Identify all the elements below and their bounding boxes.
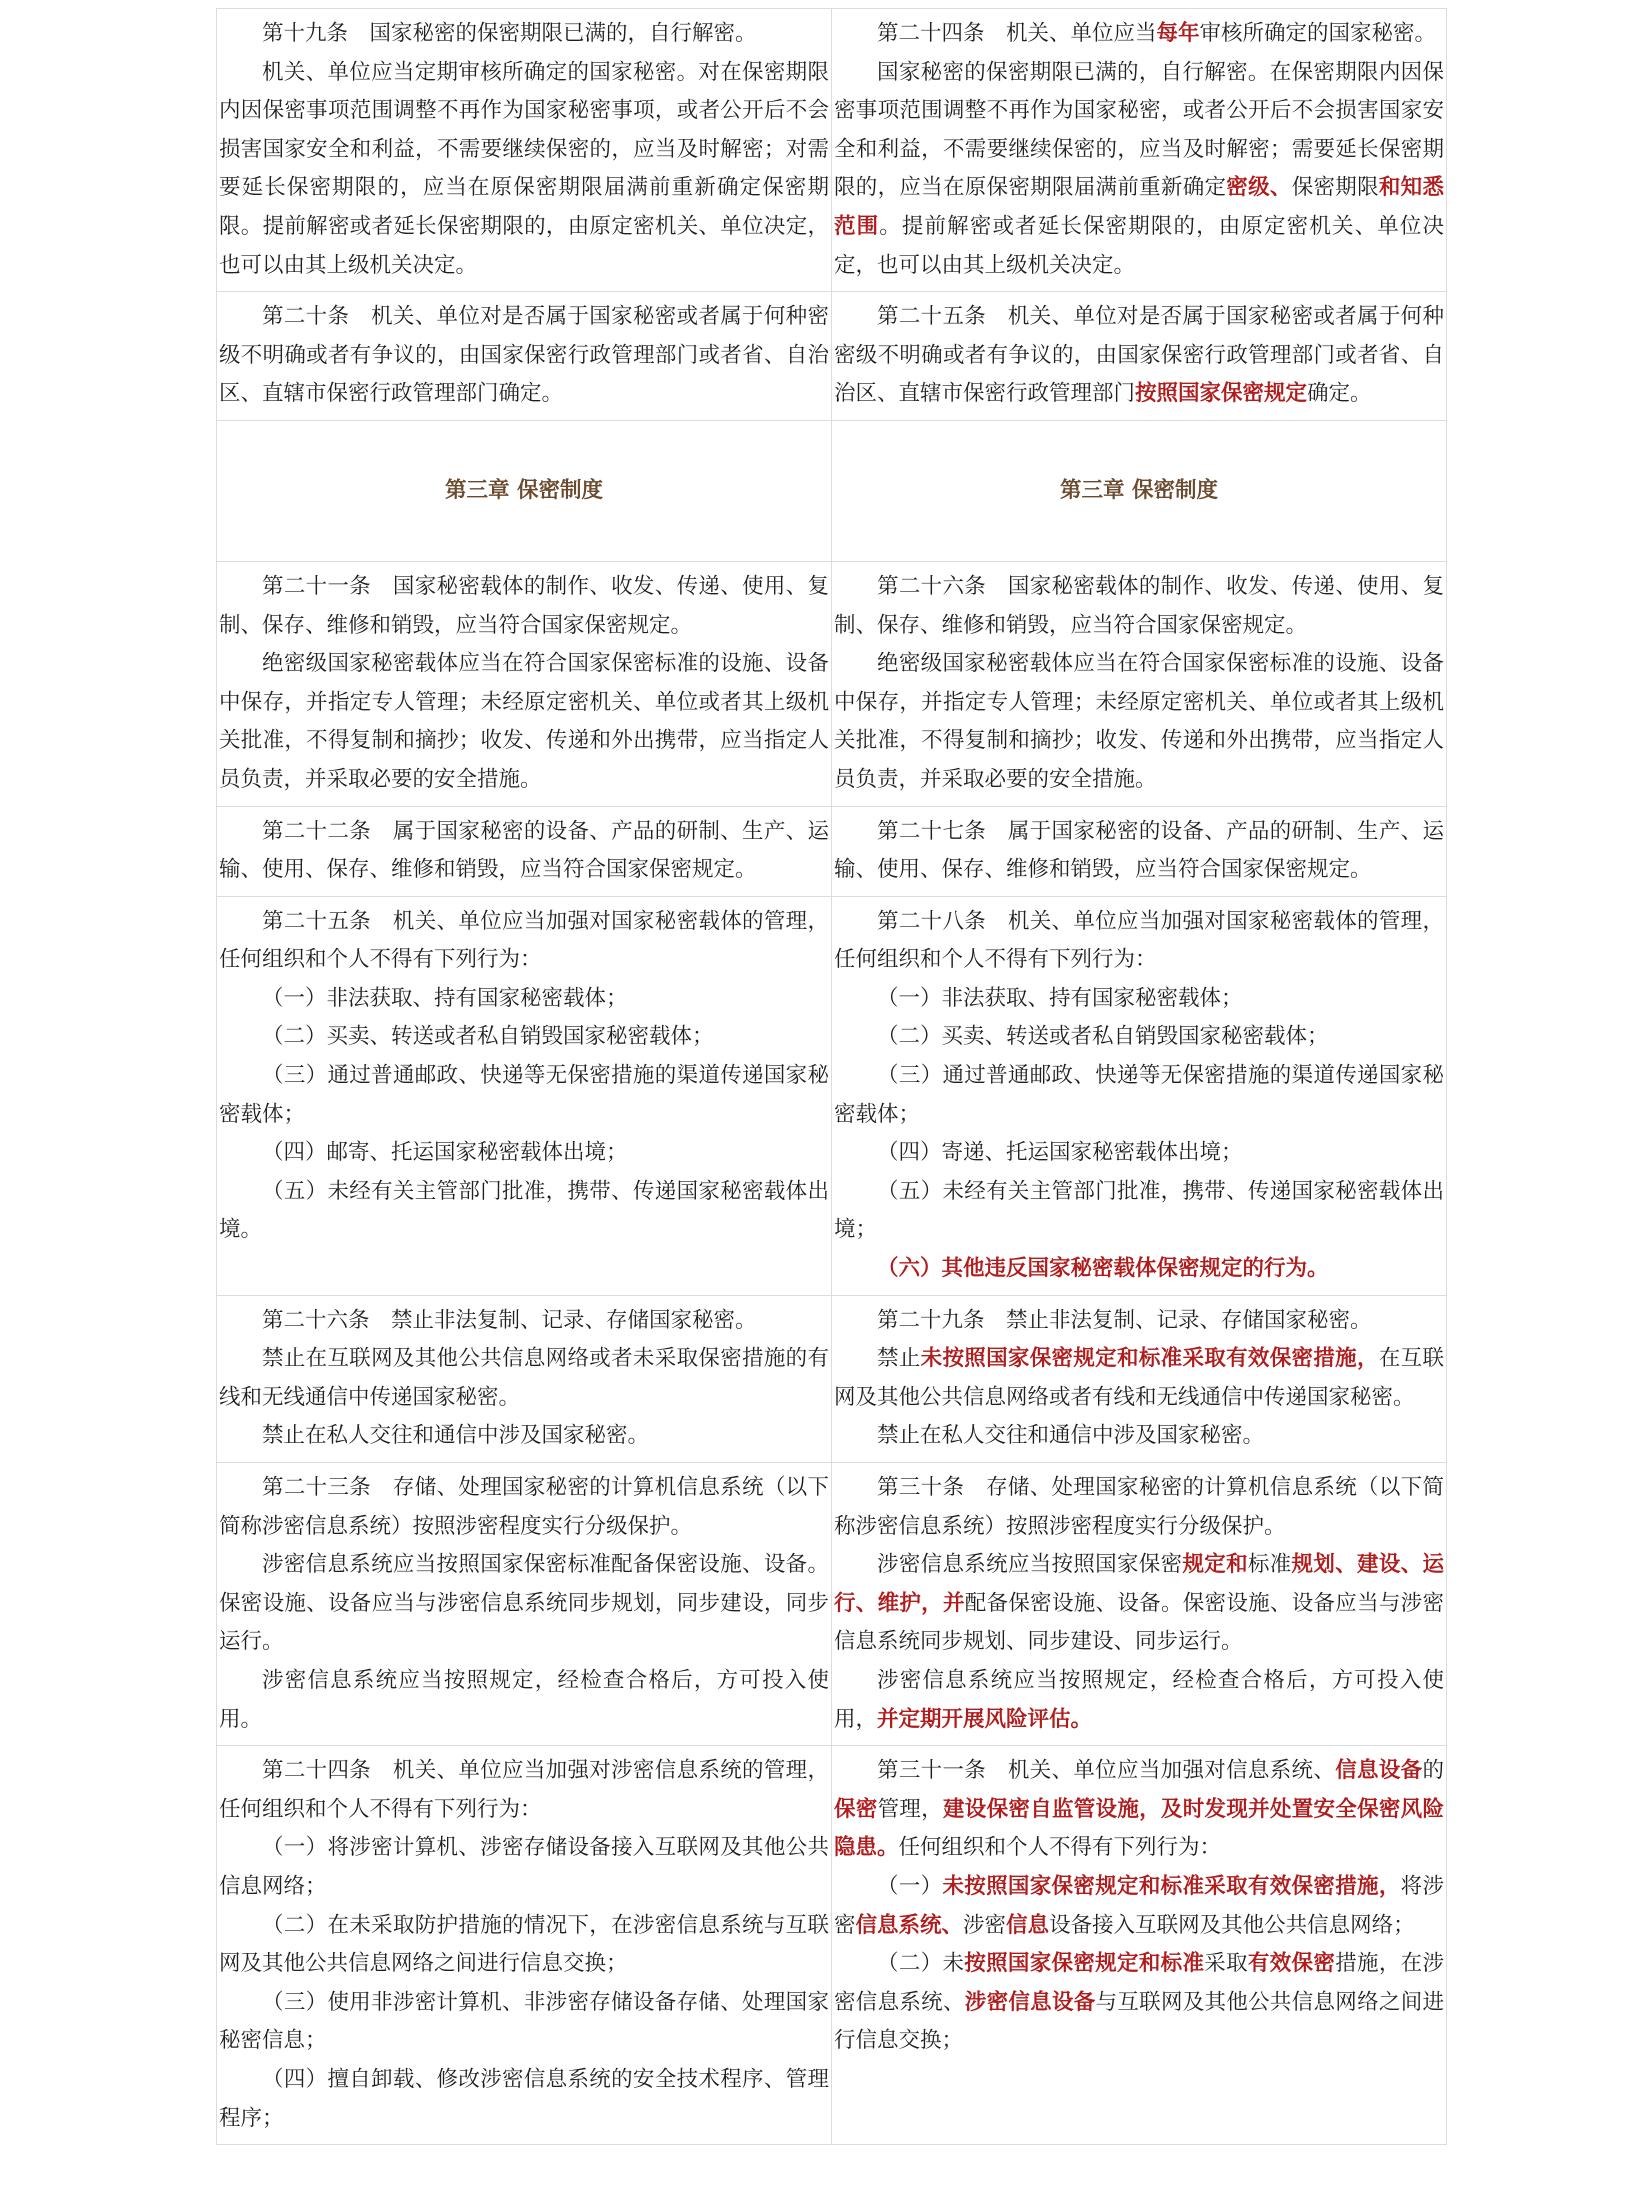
- paragraph: [834, 1417, 1444, 1456]
- old-law-article: [217, 561, 832, 806]
- old-law-chapter-title: [217, 420, 832, 561]
- text-segment: 审核所确定的国家秘密。: [1199, 21, 1437, 46]
- text-segment: （一）: [877, 1873, 943, 1899]
- text-segment: （二）未: [877, 1951, 965, 1977]
- text-segment: 国家秘密的保密期限已满的，自行解密。在保密期限内因保密事项范围调整不再作为国家秘密，或者公开后不会损害国家安全和利益，不需要继续保密的，应当及时解密；需要延长保密期限的，应当在原保密期限届满前重新确定: [834, 59, 1444, 201]
- paragraph: 第二十四条 机关、单位应当加强对涉密信息系统的管理，任何组织和个人不得有下列行为：: [219, 1758, 829, 1822]
- new-law-article: [832, 292, 1447, 421]
- chapter-title: 第三章 保密制度: [445, 477, 603, 503]
- text-segment: 标准: [1247, 1552, 1292, 1578]
- paragraph: [834, 1469, 1444, 1546]
- amended-text: 未按照国家保密规定和标准采取有效保密措施，: [920, 1346, 1379, 1372]
- old-law-article: [217, 292, 832, 421]
- text-segment: 第二十六条 国家秘密载体的制作、收发、传递、使用、复制、保存、维修和销毁，应当符合国家保密规定。: [834, 573, 1444, 638]
- law-comparison-table: [216, 8, 1447, 2145]
- paragraph: [834, 1546, 1444, 1662]
- paragraph: （三）使用非涉密计算机、非涉密存储设备存储、处理国家秘密信息；: [219, 1989, 829, 2054]
- paragraph: （四）擅自卸载、修改涉密信息系统的安全技术程序、管理程序；: [219, 2066, 829, 2131]
- paragraph: （一）将涉密计算机、涉密存储设备接入互联网及其他公共信息网络；: [219, 1835, 829, 1899]
- text-segment: 将涉密: [834, 1873, 1444, 1938]
- paragraph: （五）未经有关主管部门批准，携带、传递国家秘密载体出境。: [219, 1178, 829, 1243]
- amended-text: 规定和: [1182, 1552, 1248, 1578]
- paragraph: 禁止在互联网及其他公共信息网络或者未采取保密措施的有线和无线通信中传递国家秘密。: [219, 1346, 829, 1410]
- amended-text: 有效保密: [1247, 1951, 1336, 1977]
- amended-text: 按照国家保密规定: [1135, 381, 1308, 407]
- paragraph: [834, 568, 1444, 645]
- text-segment: （四）寄递、托运国家秘密载体出境；: [877, 1140, 1243, 1166]
- amended-text: 信息: [1006, 1912, 1050, 1938]
- text-segment: 管理，: [877, 1796, 943, 1822]
- text-segment: 与互联网及其他公共信息网络之间进行信息交换；: [834, 1989, 1444, 2054]
- text-segment: 确定。: [1307, 381, 1372, 407]
- text-segment: 第二十四条 机关、单位应当: [877, 21, 1157, 46]
- paragraph: [834, 1868, 1444, 1945]
- article-row: [217, 1295, 1447, 1462]
- old-law-article: [217, 1746, 832, 2145]
- amended-text: 按照国家保密规定和标准: [964, 1951, 1205, 1977]
- text-segment: 禁止: [877, 1346, 921, 1372]
- paragraph: [834, 1018, 1444, 1057]
- text-segment: 涉密信息系统应当按照国家保密: [877, 1552, 1183, 1578]
- article-row: [217, 806, 1447, 896]
- paragraph: [834, 903, 1444, 980]
- paragraph: 第二十六条 禁止非法复制、记录、存储国家秘密。: [262, 1307, 757, 1333]
- paragraph: [834, 1302, 1444, 1341]
- paragraph: 第二十三条 存储、处理国家秘密的计算机信息系统（以下简称涉密信息系统）按照涉密程度实行分级保护。: [219, 1475, 829, 1539]
- amended-text: 密级、: [1226, 175, 1292, 201]
- paragraph: [834, 1945, 1444, 2061]
- amended-text: 保密: [834, 1796, 878, 1822]
- article-row: [217, 561, 1447, 806]
- old-law-article: [217, 9, 832, 292]
- amended-text: 建设保密自监管设施，及时发现并处置安全保密风险隐患。: [834, 1796, 1444, 1861]
- amended-text: 涉密信息设备: [964, 1989, 1096, 2015]
- text-segment: 。提前解密或者延长保密期限的，由原定密机关、单位决定，也可以由其上级机关决定。: [834, 213, 1444, 278]
- amended-text: 规划、建设、运行、维护，并: [834, 1552, 1444, 1616]
- paragraph: 涉密信息系统应当按照国家保密标准配备保密设施、设备。保密设施、设备应当与涉密信息系统同步规划，同步建设，同步运行。: [219, 1552, 829, 1655]
- text-segment: 的: [1422, 1758, 1444, 1784]
- new-law-article: [832, 896, 1447, 1295]
- new-law-article: [832, 1295, 1447, 1462]
- text-segment: （二）买卖、转送或者私自销毁国家秘密载体；: [877, 1024, 1329, 1050]
- paragraph: [834, 980, 1444, 1019]
- paragraph: [834, 1340, 1444, 1417]
- paragraph: 绝密级国家秘密载体应当在符合国家保密标准的设施、设备中保存，并指定专人管理；未经原定密机关、单位或者其上级机关批准，不得复制和摘抄；收发、传递和外出携带，应当指定人员负责，并采取必要的安全措施。: [219, 651, 829, 792]
- old-law-article: [217, 896, 832, 1295]
- text-segment: 禁止在私人交往和通信中涉及国家秘密。: [877, 1423, 1265, 1449]
- new-law-article: [832, 9, 1447, 292]
- amended-text: 和知悉范围: [834, 175, 1444, 239]
- text-segment: 措施，在涉密信息系统、: [834, 1951, 1444, 2015]
- paragraph: [834, 298, 1444, 414]
- text-segment: （五）未经有关主管部门批准，携带、传递国家秘密载体出境；: [834, 1178, 1444, 1243]
- paragraph: 第二十一条 国家秘密载体的制作、收发、传递、使用、复制、保存、维修和销毁，应当符合国家保密规定。: [219, 573, 829, 638]
- new-law-chapter-title: [832, 420, 1447, 561]
- text-segment: 在互联网及其他公共信息网络或者有线和无线通信中传递国家秘密。: [834, 1346, 1444, 1410]
- paragraph: [834, 1057, 1444, 1134]
- paragraph: 机关、单位应当定期审核所确定的国家秘密。对在保密期限内因保密事项范围调整不再作为国家秘密事项，或者公开后不会损害国家安全和利益，不需要继续保密的，应当及时解密；对需要延长保密期限的，应当在原保密期限届满前重新确定保密期限。提前解密或者延长保密期限的，由原定密机关、单位决定，也可以由其上级机关决定。: [219, 59, 829, 278]
- paragraph: [834, 1752, 1444, 1868]
- text-segment: 第二十五条 机关、单位对是否属于国家秘密或者属于何种密级不明确或者有争议的，由国家保密行政管理部门或者省、自治区、直辖市保密行政管理部门: [834, 304, 1444, 407]
- article-row: [217, 896, 1447, 1295]
- text-segment: 保密期限: [1291, 175, 1379, 201]
- paragraph: [834, 15, 1444, 54]
- paragraph: （四）邮寄、托运国家秘密载体出境；: [262, 1140, 628, 1166]
- text-segment: 涉密: [963, 1912, 1007, 1938]
- amended-text: （六）其他违反国家秘密载体保密规定的行为。: [877, 1256, 1329, 1282]
- text-segment: 第三十条 存储、处理国家秘密的计算机信息系统（以下简称涉密信息系统）按照涉密程度实行分级保护。: [834, 1475, 1444, 1539]
- paragraph: （二）买卖、转送或者私自销毁国家秘密载体；: [262, 1024, 714, 1050]
- text-segment: （一）非法获取、持有国家秘密载体；: [877, 985, 1243, 1011]
- paragraph: [834, 1173, 1444, 1250]
- paragraph: （一）非法获取、持有国家秘密载体；: [262, 985, 628, 1011]
- old-law-article: [217, 1463, 832, 1746]
- text-segment: （三）通过普通邮政、快递等无保密措施的渠道传递国家秘密载体；: [834, 1063, 1444, 1127]
- amended-text: 信息设备: [1335, 1758, 1423, 1784]
- paragraph: 第二十条 机关、单位对是否属于国家秘密或者属于何种密级不明确或者有争议的，由国家保密行政管理部门或者省、自治区、直辖市保密行政管理部门确定。: [219, 304, 829, 407]
- paragraph: [834, 1134, 1444, 1173]
- text-segment: 配备保密设施、设备。保密设施、设备应当与涉密信息系统同步规划、同步建设、同步运行。: [834, 1590, 1444, 1655]
- paragraph: [834, 1662, 1444, 1739]
- text-segment: 采取: [1204, 1951, 1248, 1977]
- paragraph: [834, 54, 1444, 286]
- paragraph: （二）在未采取防护措施的情况下，在涉密信息系统与互联网及其他公共信息网络之间进行信息交换；: [219, 1912, 829, 1977]
- chapter-title: 第三章 保密制度: [1060, 477, 1218, 503]
- new-law-article: [832, 806, 1447, 896]
- paragraph: 第二十五条 机关、单位应当加强对国家秘密载体的管理，任何组织和个人不得有下列行为：: [219, 908, 829, 973]
- article-row: [217, 9, 1447, 292]
- text-segment: 第二十八条 机关、单位应当加强对国家秘密载体的管理，任何组织和个人不得有下列行为：: [834, 908, 1444, 973]
- amended-text: 并定期开展风险评估。: [877, 1706, 1093, 1732]
- new-law-article: [832, 1463, 1447, 1746]
- amended-text: 每年: [1156, 21, 1200, 46]
- paragraph: （三）通过普通邮政、快递等无保密措施的渠道传递国家秘密载体；: [219, 1063, 829, 1127]
- amended-text: 未按照国家保密规定和标准采取有效保密措施，: [942, 1873, 1401, 1899]
- paragraph: 涉密信息系统应当按照规定，经检查合格后，方可投入使用。: [219, 1667, 829, 1732]
- text-segment: 第二十九条 禁止非法复制、记录、存储国家秘密。: [877, 1307, 1372, 1333]
- paragraph: 禁止在私人交往和通信中涉及国家秘密。: [262, 1423, 650, 1449]
- amended-text: 信息系统、: [855, 1912, 964, 1938]
- paragraph: [834, 813, 1444, 890]
- new-law-article: [832, 1746, 1447, 2145]
- table-body: [217, 9, 1447, 2145]
- text-segment: 涉密信息系统应当按照规定，经检查合格后，方可投入使用，: [834, 1667, 1444, 1732]
- text-segment: 任何组织和个人不得有下列行为：: [898, 1835, 1222, 1861]
- article-row: [217, 292, 1447, 421]
- old-law-article: [217, 806, 832, 896]
- new-law-article: [832, 561, 1447, 806]
- chapter-heading-row: [217, 420, 1447, 561]
- article-row: [217, 1746, 1447, 2145]
- article-row: [217, 1463, 1447, 1746]
- text-segment: 第三十一条 机关、单位应当加强对信息系统、: [877, 1758, 1336, 1784]
- text-segment: 设备接入互联网及其他公共信息网络；: [1049, 1912, 1415, 1938]
- paragraph: [834, 1250, 1444, 1289]
- paragraph: 第十九条 国家秘密的保密期限已满的，自行解密。: [262, 21, 757, 46]
- paragraph: 第二十二条 属于国家秘密的设备、产品的研制、生产、运输、使用、保存、维修和销毁，应当符合国家保密规定。: [219, 818, 829, 883]
- paragraph: [834, 645, 1444, 799]
- text-segment: 第二十七条 属于国家秘密的设备、产品的研制、生产、运输、使用、保存、维修和销毁，应当符合国家保密规定。: [834, 818, 1444, 883]
- old-law-article: [217, 1295, 832, 1462]
- text-segment: 绝密级国家秘密载体应当在符合国家保密标准的设施、设备中保存，并指定专人管理；未经原定密机关、单位或者其上级机关批准，不得复制和摘抄；收发、传递和外出携带，应当指定人员负责，并采取必要的安全措施。: [834, 651, 1444, 792]
